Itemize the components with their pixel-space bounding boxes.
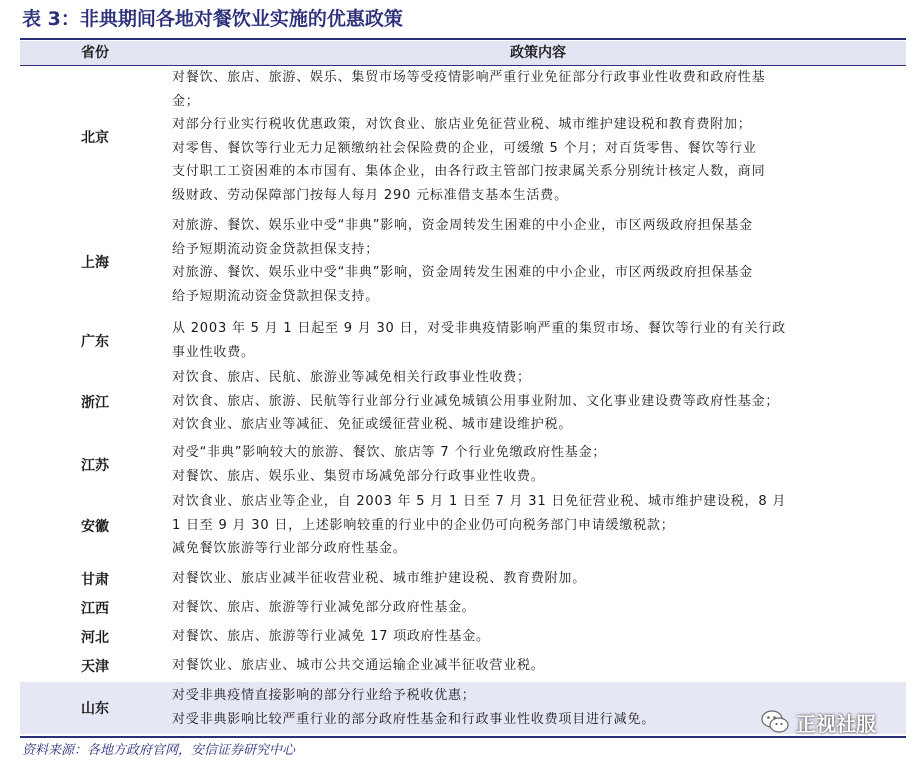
policy-line: 减免餐饮旅游等行业部分政府性基金。 [172,541,407,556]
province-cell: 山东 [81,701,109,717]
policy-cell [172,490,902,561]
header-province: 省份 [81,45,109,61]
table-row [20,653,906,679]
policy-line: 对餐饮、旅店、旅游、娱乐、集贸市场等受疫情影响严重行业免征部分行政事业性收费和政府性基 [172,70,766,85]
province-cell: 北京 [81,129,109,146]
policy-line: 对旅游、餐饮、娱乐业中受“非典”影响，资金周转发生困难的中小企业，市区两级政府担保基金 [172,265,753,280]
policy-line: 对零售、餐饮等行业无力足额缴纳社会保险费的企业，可缓缴 5 个月；对百货零售、餐饮等行业 [172,140,757,156]
policy-line: 级财政、劳动保障部门按每人每月 290 元标准借支基本生活费。 [172,187,568,203]
table-title: 表 3：非典期间各地对餐饮业实施的优惠政策 [22,8,403,30]
policy-cell [172,366,902,437]
policy-line: 对部分行业实行税收优惠政策，对饮食业、旅店业免征营业税、城市维护建设税和教育费附加； [172,117,752,132]
province-cell: 广东 [81,334,109,350]
policy-line: 对餐饮业、旅店业、城市公共交通运输企业减半征收营业税。 [172,658,545,673]
policy-line: 金； [172,93,200,109]
table-header [20,41,906,66]
policy-cell [172,317,902,364]
policy-cell [172,625,902,649]
policy-line: 对饮食业、旅店业等企业，自 2003 年 5 月 1 日至 7 月 31 日免征营业税、城市维护建设税，8 月 [172,494,787,509]
policy-cell [172,596,902,620]
policy-line: 给予短期流动资金贷款担保支持。 [172,288,380,304]
policy-line: 给予短期流动资金贷款担保支持； [172,241,380,257]
province-cell: 河北 [81,630,109,646]
table-row [20,624,906,650]
table-row [20,214,906,310]
title-divider [20,38,906,40]
table-row [20,317,906,365]
policy-line: 对餐饮业、旅店业减半征收营业税、城市维护建设税、教育费附加。 [172,571,587,586]
table-row [20,441,906,489]
table-body [20,66,906,734]
policy-line: 对旅游、餐饮、娱乐业中受“非典”影响，资金周转发生困难的中小企业，市区两级政府担保基金 [172,218,753,233]
policy-line: 对受非典影响比较严重行业的部分政府性基金和行政事业性收费项目进行减免。 [172,711,656,727]
policy-line: 支付职工工资困难的本市国有、集体企业，由各行政主管部门按隶属关系分别统计核定人数，商同 [172,164,766,179]
policy-line: 对饮食、旅店、旅游、民航等行业部分行业减免城镇公用事业附加、文化事业建设费等政府性基金； [172,393,780,409]
table-row [20,490,906,562]
policy-line: 对餐饮、旅店、旅游等行业减免部分政府性基金。 [172,600,476,615]
policy-cell [172,66,902,207]
policy-line: 对受“非典”影响较大的旅游、餐饮、旅店等 7 个行业免缴政府性基金； [172,445,607,460]
province-cell: 浙江 [81,395,109,411]
policy-line: 对饮食业、旅店业等减征、免征或缓征营业税、城市建设维护税。 [172,417,573,432]
policy-line: 对受非典疫情直接影响的部分行业给予税收优惠； [172,688,476,703]
policy-cell [172,441,902,488]
policy-line: 对餐饮、旅店、旅游等行业减免 17 项政府性基金。 [172,629,490,644]
province-cell: 甘肃 [81,572,109,588]
table-row [20,566,906,592]
table-row [20,66,906,207]
policy-line: 从 2003 年 5 月 1 日起至 9 月 30 日，对受非典疫情影响严重的集贸市场、餐饮等行业的有关行政 [172,321,786,336]
province-cell: 安徽 [81,519,109,535]
watermark [760,706,876,738]
table-row [20,595,906,621]
policy-line: 1 日至 9 月 30 日，上述影响较重的行业中的企业仍可向税务部门申请缓缴税款； [172,517,675,533]
policy-cell [172,567,902,591]
policy-line: 对饮食、旅店、民航、旅游业等减免相关行政事业性收费； [172,370,531,385]
policy-cell [172,654,902,678]
table-row [20,366,906,438]
header-policy: 政策内容 [510,45,566,61]
wechat-icon [760,708,790,736]
policy-line: 事业性收费。 [172,344,255,360]
source-note: 资料来源：各地方政府官网，安信证券研究中心 [22,743,296,758]
province-cell: 江苏 [81,458,109,474]
province-cell: 天津 [81,659,109,675]
watermark-text: 正视社服 [796,711,876,736]
province-cell: 上海 [81,255,109,271]
province-cell: 江西 [81,601,109,617]
policy-line: 对餐饮、旅店、娱乐业、集贸市场减免部分行政事业性收费。 [172,468,545,484]
policy-cell [172,214,902,308]
